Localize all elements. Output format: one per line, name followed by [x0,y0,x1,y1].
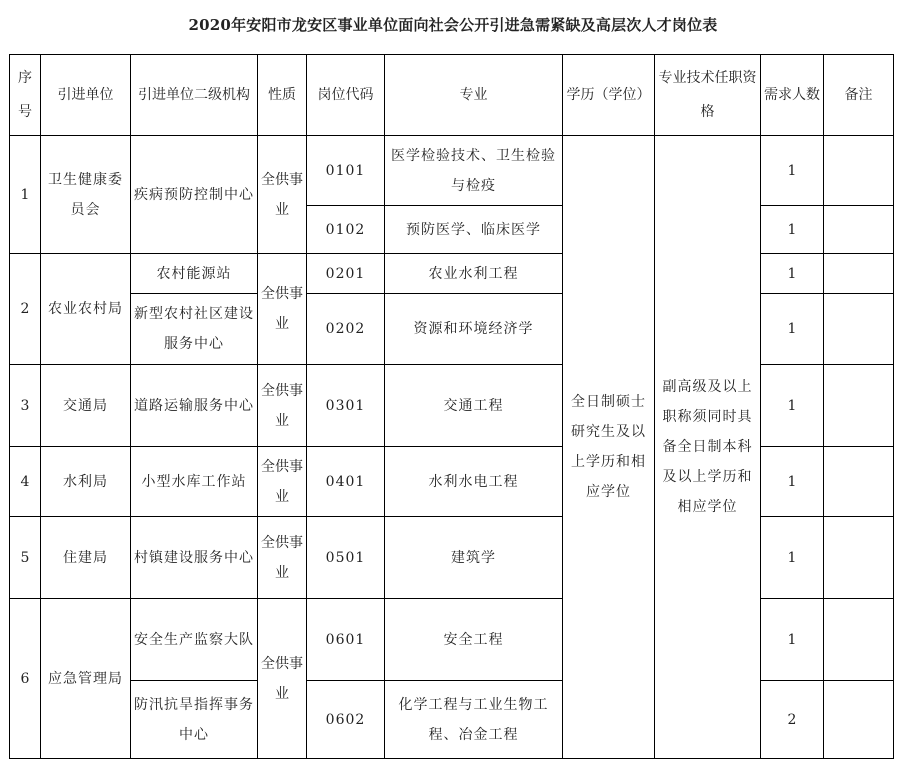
tech-qualification-cell: 副高级及以上职称须同时具备全日制本科及以上学历和相应学位 [655,136,761,759]
education-cell: 全日制硕士研究生及以上学历和相应学位 [563,136,655,759]
table-row [10,447,894,517]
code-cell: 0101 [307,136,385,206]
major-cell: 化学工程与工业生物工程、冶金工程 [385,681,563,759]
header-major: 专业 [385,55,563,136]
job-table [9,54,894,759]
code-cell: 0601 [307,599,385,681]
table-row [10,254,894,294]
note-cell [824,447,894,517]
table-row [10,365,894,447]
major-cell: 预防医学、临床医学 [385,206,563,254]
unit-cell: 卫生健康委员会 [41,136,131,254]
major-cell: 安全工程 [385,599,563,681]
nature-cell: 全供事业 [258,365,307,447]
note-cell [824,254,894,294]
count-cell: 2 [761,681,824,759]
major-cell: 建筑学 [385,517,563,599]
sub-unit-cell: 防汛抗旱指挥事务中心 [131,681,258,759]
unit-cell: 住建局 [41,517,131,599]
major-cell: 交通工程 [385,365,563,447]
header-education: 学历（学位） [563,55,655,136]
count-cell: 1 [761,447,824,517]
note-cell [824,365,894,447]
note-cell [824,136,894,206]
header-nature: 性质 [258,55,307,136]
note-cell [824,294,894,365]
header-unit: 引进单位 [41,55,131,136]
nature-cell: 全供事业 [258,517,307,599]
note-cell [824,517,894,599]
seq-cell: 6 [10,599,41,759]
header-row [10,55,894,136]
sub-unit-cell: 安全生产监察大队 [131,599,258,681]
sub-unit-cell: 农村能源站 [131,254,258,294]
count-cell: 1 [761,599,824,681]
code-cell: 0301 [307,365,385,447]
code-cell: 0201 [307,254,385,294]
nature-cell: 全供事业 [258,599,307,759]
count-cell: 1 [761,136,824,206]
unit-cell: 农业农村局 [41,254,131,365]
code-cell: 0501 [307,517,385,599]
note-cell [824,599,894,681]
header-seq: 序号 [10,55,41,136]
table-row [10,517,894,599]
seq-cell: 5 [10,517,41,599]
unit-cell: 应急管理局 [41,599,131,759]
code-cell: 0401 [307,447,385,517]
sub-unit-cell: 新型农村社区建设服务中心 [131,294,258,365]
sub-unit-cell: 村镇建设服务中心 [131,517,258,599]
header-tech-qualification: 专业技术任职资格 [655,55,761,136]
code-cell: 0602 [307,681,385,759]
page-title: 2020年安阳市龙安区事业单位面向社会公开引进急需紧缺及高层次人才岗位表 [188,16,718,34]
count-cell: 1 [761,206,824,254]
header-note: 备注 [824,55,894,136]
code-cell: 0102 [307,206,385,254]
sub-unit-cell: 道路运输服务中心 [131,365,258,447]
seq-cell: 1 [10,136,41,254]
note-cell [824,206,894,254]
nature-cell: 全供事业 [258,447,307,517]
table-row [10,136,894,206]
seq-cell: 4 [10,447,41,517]
count-cell: 1 [761,254,824,294]
table-row [10,681,894,759]
count-cell: 1 [761,365,824,447]
header-count: 需求人数 [761,55,824,136]
count-cell: 1 [761,517,824,599]
nature-cell: 全供事业 [258,254,307,365]
sub-unit-cell: 小型水库工作站 [131,447,258,517]
header-sub-unit: 引进单位二级机构 [131,55,258,136]
major-cell: 农业水利工程 [385,254,563,294]
sub-unit-cell: 疾病预防控制中心 [131,136,258,254]
major-cell: 医学检验技术、卫生检验与检疫 [385,136,563,206]
seq-cell: 2 [10,254,41,365]
table-row [10,599,894,681]
note-cell [824,681,894,759]
count-cell: 1 [761,294,824,365]
unit-cell: 水利局 [41,447,131,517]
unit-cell: 交通局 [41,365,131,447]
table-row [10,294,894,365]
header-code: 岗位代码 [307,55,385,136]
nature-cell: 全供事业 [258,136,307,254]
major-cell: 水利水电工程 [385,447,563,517]
seq-cell: 3 [10,365,41,447]
code-cell: 0202 [307,294,385,365]
major-cell: 资源和环境经济学 [385,294,563,365]
